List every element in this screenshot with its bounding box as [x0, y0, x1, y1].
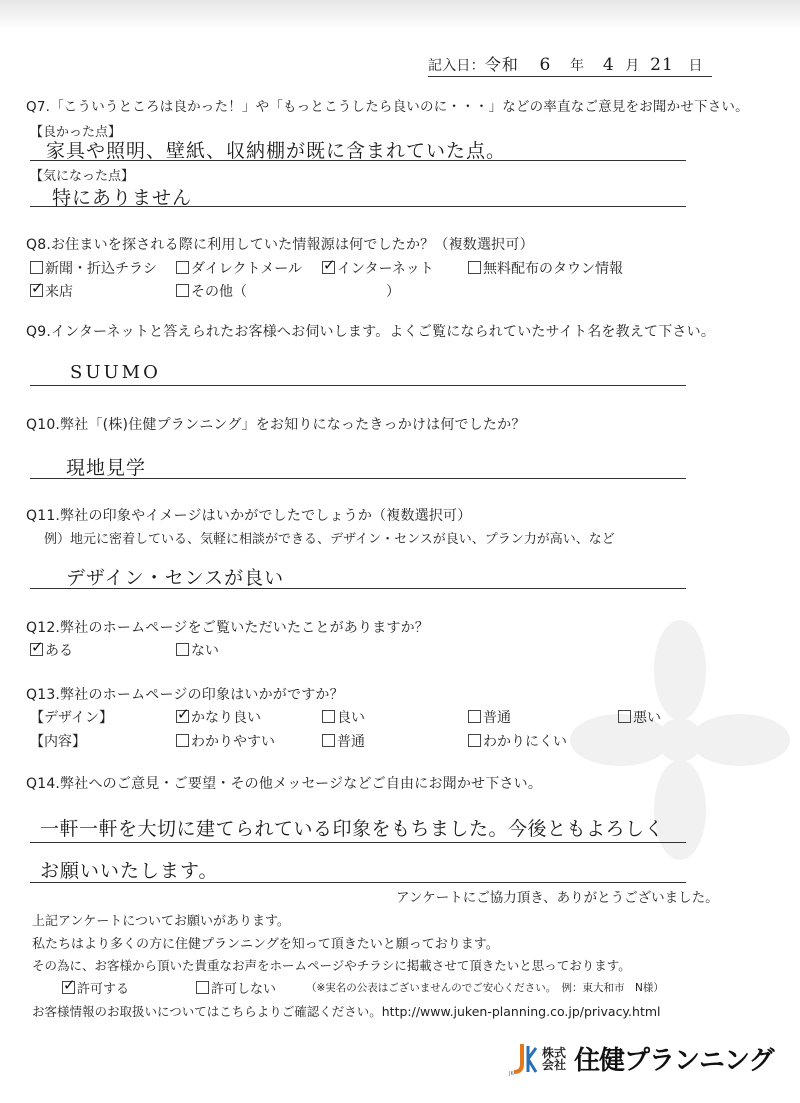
- q8-option-direct-mail: ダイレクトメール: [176, 258, 302, 278]
- q14-line1: [30, 842, 686, 843]
- q7-good-answer: 家具や照明、壁紙、収納棚が既に含まれていた点。: [46, 140, 507, 162]
- permit-option-allow: ✓許可する: [62, 978, 129, 997]
- q13-design-very-good: ✓ かなり良い: [176, 707, 261, 727]
- q14-line2: [30, 882, 686, 883]
- company-logo-mark-icon: [508, 1042, 538, 1076]
- request-line2: その為に、お客様から頂いた貴重なお声をホームページやチラシに掲載させて頂きたいと思っております。: [32, 958, 631, 973]
- q13-content-clear: わかりやすい: [176, 731, 275, 751]
- q13-design-bad: 悪い: [618, 707, 661, 727]
- date-era: 令和: [484, 55, 519, 74]
- company-name: 住健プランニング: [574, 1046, 774, 1076]
- q8-checkbox-visit: [30, 284, 43, 297]
- q8-option-other: その他（: [176, 281, 247, 301]
- q8-checkbox-town-info: [468, 261, 481, 274]
- date-month: 4: [602, 55, 615, 75]
- q8-question: Q8.お住まいを探される際に利用していた情報源は何でしたか？（複数選択可）: [26, 237, 534, 253]
- q8-option-visit: ✓来店: [30, 281, 73, 301]
- company-logo: [508, 1040, 773, 1077]
- q13-design-checkbox-good: [322, 710, 335, 723]
- permit-checkbox-deny: [196, 981, 209, 994]
- q8-other-close: ）: [386, 284, 400, 300]
- permit-option-deny: 許可しない: [196, 978, 276, 997]
- q12-option-yes: ✓ある: [30, 640, 73, 660]
- request-title: 上記アンケートについてお願いがあります。: [32, 914, 290, 929]
- q13-question: Q13.弊社のホームページの印象はいかがですか？: [26, 687, 344, 703]
- date-underline: [428, 76, 712, 77]
- q12-question: Q12.弊社のホームページをご覧いただいたことがありますか？: [26, 620, 430, 636]
- entry-date: [428, 52, 703, 75]
- date-year-unit: 年: [569, 58, 585, 74]
- date-month-unit: 月: [625, 58, 640, 74]
- q11-question: Q11.弊社の印象やイメージはいかがでしたでしょうか（複数選択可）: [26, 508, 472, 524]
- q12-checkbox-no: [176, 643, 189, 656]
- permit-checkbox-allow: [62, 981, 75, 994]
- q7-concern-answer: 特にありません: [52, 187, 193, 209]
- scan-edge: [0, 0, 800, 30]
- q8-option-newspaper: 新聞・折込チラシ: [30, 258, 157, 278]
- q7-question: Q7.「こういうところは良かった！」や「もっとこうしたら良いのに・・・」などの率直なご意見をお聞かせ下さい。: [26, 99, 749, 115]
- q8-option-internet: ✓ インターネット: [322, 258, 434, 278]
- q13-content-checkbox-clear: [176, 734, 189, 747]
- q11-line: [30, 588, 686, 589]
- q14-answer-line2: お願いいたします。: [40, 860, 219, 882]
- q13-content-checkbox-unclear: [468, 734, 481, 747]
- q10-answer: 現地見学: [66, 457, 147, 479]
- date-label: 記入日：: [428, 58, 485, 74]
- date-day: 21: [650, 55, 674, 75]
- q9-answer: SUUMO: [70, 362, 161, 383]
- q8-checkbox-internet: [322, 261, 335, 274]
- q13-content-normal: 普通: [322, 731, 365, 751]
- request-line1: 私たちはより多くの方に住健プランニングを知って頂きたいと願っております。: [32, 937, 499, 952]
- svg-text:JK: JK: [509, 1070, 514, 1076]
- q12-checkbox-yes: [30, 643, 43, 656]
- thanks-message: アンケートにご協力頂き、ありがとうございました。: [396, 890, 719, 906]
- q9-line: [30, 385, 686, 386]
- q10-line: [30, 478, 686, 479]
- q13-design-normal: 普通: [468, 707, 511, 727]
- q9-question: Q9.インターネットと答えられたお客様へお伺いします。よくご覧になられていたサイト名を教えて下さい。: [26, 324, 716, 340]
- q8-checkbox-newspaper: [30, 261, 43, 274]
- q13-design-checkbox-normal: [468, 710, 481, 723]
- q7-good-line: [30, 160, 686, 161]
- q12-option-no: ない: [176, 640, 219, 660]
- q13-design-good: 良い: [322, 707, 365, 727]
- q10-question: Q10.弊社「(株)住健プランニング」をお知りになったきっかけは何でしたか？: [26, 417, 526, 433]
- q7-concern-label: 【気になった点】: [30, 169, 135, 184]
- date-year: 6: [539, 55, 552, 75]
- q8-checkbox-direct-mail: [176, 261, 189, 274]
- q8-checkbox-other: [176, 284, 189, 297]
- date-day-unit: 日: [688, 58, 703, 74]
- privacy-line: お客様情報のお取扱いについてはこちらよりご確認ください。http://www.juken-planning.co.jp/privacy.html: [32, 1004, 661, 1019]
- anonymity-note: （※実名の公表はございませんのでご安心ください。 例：東大和市 N様）: [306, 982, 664, 994]
- q11-example: 例）地元に密着している、気軽に相談ができる、デザイン・センスが良い、プラン力が高い、など: [44, 532, 615, 547]
- q14-question: Q14.弊社へのご意見・ご要望・その他メッセージなどご自由にお聞かせ下さい。: [26, 776, 543, 792]
- q13-content-unclear: わかりにくい: [468, 731, 567, 751]
- q13-design-label: 【デザイン】: [30, 710, 114, 726]
- q11-answer: デザイン・センスが良い: [66, 567, 285, 589]
- q14-answer-line1: 一軒一軒を大切に建てられている印象をもちました。今後ともよろしく: [40, 818, 665, 840]
- q13-design-checkbox-very-good: [176, 710, 189, 723]
- q13-content-label: 【内容】: [30, 734, 86, 750]
- q7-concern-line: [30, 206, 686, 207]
- q7-good-label: 【良かった点】: [30, 125, 122, 140]
- company-corp-label: 株式会社: [542, 1045, 567, 1072]
- q13-design-checkbox-bad: [618, 710, 631, 723]
- q13-content-checkbox-normal: [322, 734, 335, 747]
- q8-option-town-info: 無料配布のタウン情報: [468, 258, 623, 278]
